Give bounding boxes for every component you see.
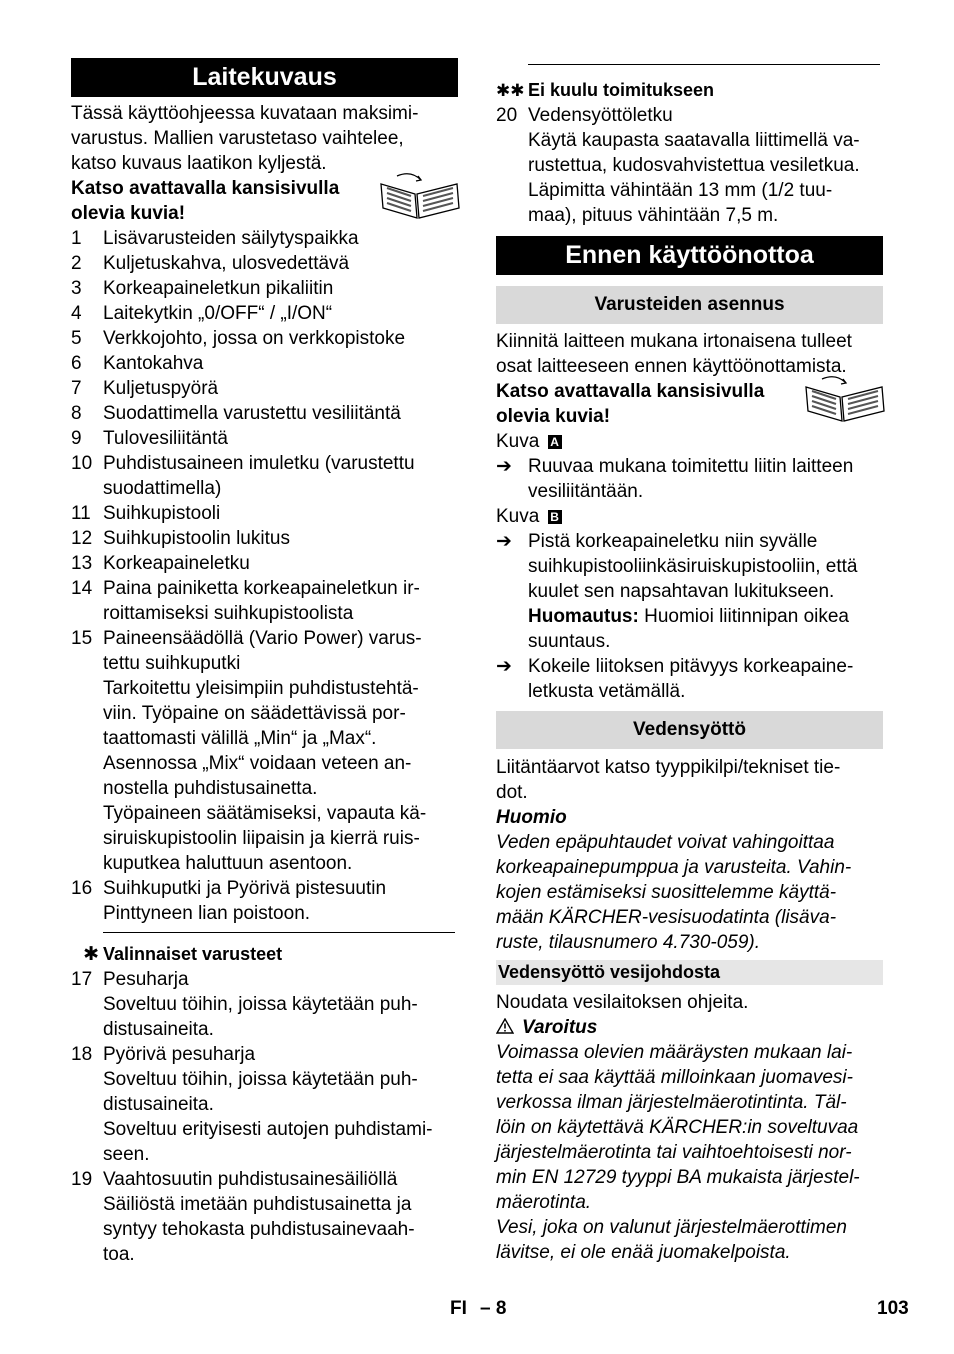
item-text: Kantokahva (103, 353, 204, 374)
list-item (71, 401, 458, 426)
see-cover-line: olevia kuvia! (71, 203, 186, 224)
paragraph-line: dot. (496, 782, 528, 803)
see-cover-line: Katso avattavalla kansisivulla (496, 381, 765, 402)
item-text: Korkeapaineletku (103, 553, 250, 574)
item-number: 1 (71, 228, 82, 249)
item-text: Suihkupistooli (103, 503, 221, 524)
text-line: Voimassa olevien määräysten mukaan lai- (496, 1042, 853, 1063)
text-line: tetta ei saa käyttää milloinkaan juomavesi- (496, 1067, 853, 1088)
item-text: Puhdistusaineen imuletku (varustettu suodattimella) (103, 453, 415, 499)
item-number: 4 (71, 303, 82, 324)
list-item (71, 576, 458, 626)
subsection-title-vesijohdosta: Vedensyöttö vesijohdosta (496, 960, 883, 985)
item-text: Suihkupistoolin lukitus (103, 528, 290, 549)
list-item (71, 1042, 458, 1167)
item-number: 9 (71, 428, 82, 449)
list-item (71, 351, 458, 376)
item-text: Pesuharja Soveltuu töihin, joissa käytetään puh- distusaineita. (103, 969, 418, 1040)
section-title-ennen: Ennen käyttöönottoa (496, 236, 883, 275)
arrow-right-icon: ➔ (496, 656, 512, 677)
text-line: min EN 12729 tyyppi BA mukaista järjestel- (496, 1167, 860, 1188)
list-item (71, 876, 458, 926)
figure-ref-a: Kuva A (496, 429, 883, 454)
text-line: korkeapainepumppua ja varusteita. Vahin- (496, 857, 852, 878)
list-item (71, 526, 458, 551)
not-included-heading: Ei kuulu toimitukseen (528, 80, 715, 100)
subsection-title-varusteiden: Varusteiden asennus (496, 286, 883, 324)
see-cover-line: Katso avattavalla kansisivulla (71, 178, 340, 199)
item-number: 15 (71, 628, 93, 649)
item-number: 5 (71, 328, 82, 349)
intro-line: Tässä käyttöohjeessa kuvataan maksimi- (71, 103, 419, 124)
item-text: Pyörivä pesuharja Soveltuu töihin, joissa käytetään puh- distusaineita. Soveltuu erityisesti autojen puhdistami- seen. (103, 1044, 433, 1165)
item-text: Kuljetuskahva, ulosvedettävä (103, 253, 350, 274)
footer-subpage: – 8 (480, 1298, 507, 1319)
list-item (71, 451, 458, 501)
figure-letter-b: B (548, 510, 562, 524)
item-text: Paineensäädöllä (Vario Power) varus- tettu suihkuputki Tarkoitettu yleisimpiin puhdistustehtä- viin. Työpaine on säädettävissä por- taattomasti välillä „Min“ ja „Max“. Asennossa „Mix“ voidaan veteen an- nostella puhdistusainetta. Työpaineen säätämiseksi, vapauta kä- siruiskupistoolin liipaisin ja kierrä ruis- kuputkea haluttuun asentoon. (103, 628, 427, 874)
text-line: verkossa ilman järjestelmäerotintinta. Täl- (496, 1092, 847, 1113)
footer-page-number: 103 (877, 1298, 909, 1319)
paragraph-line: Liitäntäarvot katso tyyppikilpi/tekniset tie- (496, 757, 841, 778)
double-asterisk-icon: ✱✱ (496, 81, 525, 100)
right-column (496, 58, 883, 1265)
subsection-title-vedensyotto: Vedensyöttö (496, 711, 883, 749)
notice-text (496, 830, 883, 955)
item-20 (496, 103, 883, 228)
item-text: Vaahtosuutin puhdistusainesäiliöllä Säiliöstä imetään puhdistusainetta ja syntyy tehokasta puhdistusainevaah- toa. (103, 1169, 415, 1265)
item-number: 10 (71, 453, 93, 474)
paragraph-line: Noudata vesilaitoksen ohjeita. (496, 992, 749, 1013)
list-item (71, 967, 458, 1042)
item-number: 3 (71, 278, 82, 299)
item-number: 8 (71, 403, 82, 424)
optional-list (71, 967, 458, 1267)
see-cover-note (71, 176, 458, 226)
item-number: 20 (496, 105, 518, 126)
item-text: Verkkojohto, jossa on verkkopistoke (103, 328, 406, 349)
step-a: ➔ Ruuvaa mukana toimitettu liitin laitteen vesiliitäntään. (496, 456, 854, 502)
item-text: Suodattimella varustettu vesiliitäntä (103, 403, 401, 424)
list-item (71, 276, 458, 301)
intro-paragraph (71, 101, 458, 176)
text-line: ruste, tilausnumero 4.730-059). (496, 932, 761, 953)
paragraph-line: osat laitteeseen ennen käyttöönottamista. (496, 356, 847, 377)
list-item (71, 301, 458, 326)
text-line: Vesi, joka on valunut järjestelmäerottimen (496, 1217, 847, 1238)
item-text: Lisävarusteiden säilytyspaikka (103, 228, 359, 249)
step-c: ➔ Kokeile liitoksen pitävyys korkeapaine- letkusta vetämällä. (496, 656, 854, 702)
item-number: 2 (71, 253, 82, 274)
list-item (71, 501, 458, 526)
item-text: Vedensyöttöletku Käytä kaupasta saatavalla liittimellä va- rustettua, kudosvahvistettua vesiletkua. Läpimitta vähintään 13 mm (1/2 tuu- maa), pituus vähintään 7,5 m. (528, 105, 860, 226)
list-item (71, 1167, 458, 1267)
text-line: mäerotinta. (496, 1192, 592, 1213)
open-book-icon (802, 373, 886, 425)
warning-triangle-icon (496, 1018, 514, 1034)
list-item (71, 551, 458, 576)
footer-language: FI (450, 1298, 467, 1319)
item-number: 19 (71, 1169, 93, 1190)
text-line: Veden epäpuhtaudet voivat vahingoittaa (496, 832, 835, 853)
item-number: 12 (71, 528, 93, 549)
list-item (71, 626, 458, 876)
item-number: 17 (71, 969, 93, 990)
item-text: Kuljetuspyörä (103, 378, 219, 399)
warning-heading-row: Varoitus (496, 1015, 883, 1040)
item-text: Korkeapaineletkun pikaliitin (103, 278, 334, 299)
optional-heading-row (71, 942, 458, 967)
item-text: Laitekytkin „0/OFF“ / „I/ON“ (103, 303, 333, 324)
item-text: Suihkuputki ja Pyörivä pistesuutin Pinttyneen lian poistoon. (103, 878, 387, 924)
optional-heading: Valinnaiset varusteet (103, 944, 283, 964)
text-line: mään KÄRCHER-vesisuodatinta (lisäva- (496, 907, 837, 928)
list-item (71, 326, 458, 351)
see-cover-line: olevia kuvia! (496, 406, 611, 427)
not-included-heading-row (496, 78, 883, 103)
section-title-laitekuvaus: Laitekuvaus (71, 58, 458, 97)
text-line: lävitse, ei ole enää juomakelpoista. (496, 1242, 791, 1263)
item-number: 18 (71, 1044, 93, 1065)
list-item (496, 103, 883, 228)
list-item (71, 426, 458, 451)
step-b: ➔ Pistä korkeapaineletku niin syvälle suihkupistooliinkäsiruiskupistooliin, että kuulet sen napsahtavan lukitukseen. Huomautus: Huomioi liitinnipan oikea suuntaus. (496, 531, 858, 652)
paragraph-line: Kiinnitä laitteen mukana irtonaisena tulleet (496, 331, 852, 352)
parts-list (71, 226, 458, 926)
item-text: Paina painiketta korkeapaineletkun ir- roittamiseksi suihkupistoolista (103, 578, 420, 624)
figure-ref-b: Kuva B (496, 504, 883, 529)
item-text: Tulovesiliitäntä (103, 428, 228, 449)
text-line: järjestelmäerotinta tai vaihtoehtoisesti nor- (496, 1142, 852, 1163)
text-line: löin on käytettävä KÄRCHER:in soveltuvaa (496, 1117, 859, 1138)
item-number: 13 (71, 553, 93, 574)
note-label: Huomautus: (528, 606, 639, 627)
left-column (71, 58, 458, 1267)
arrow-right-icon: ➔ (496, 456, 512, 477)
item-number: 11 (71, 503, 91, 524)
see-cover-note (496, 379, 883, 429)
item-number: 16 (71, 878, 93, 899)
list-item (71, 251, 458, 276)
arrow-right-icon: ➔ (496, 531, 512, 552)
figure-letter-a: A (548, 435, 562, 449)
notice-heading: Huomio (496, 807, 567, 828)
asterisk-icon: ✱ (83, 944, 99, 965)
list-item (71, 376, 458, 401)
item-number: 14 (71, 578, 93, 599)
item-number: 7 (71, 378, 82, 399)
open-book-icon (377, 170, 461, 222)
list-item (71, 226, 458, 251)
intro-line: katso kuvaus laatikon kyljestä. (71, 153, 327, 174)
item-number: 6 (71, 353, 82, 374)
intro-line: varustus. Mallien varustetaso vaihtelee, (71, 128, 404, 149)
warning-text (496, 1040, 883, 1265)
text-line: kojen estämiseksi suosittelemme käyttä- (496, 882, 837, 903)
